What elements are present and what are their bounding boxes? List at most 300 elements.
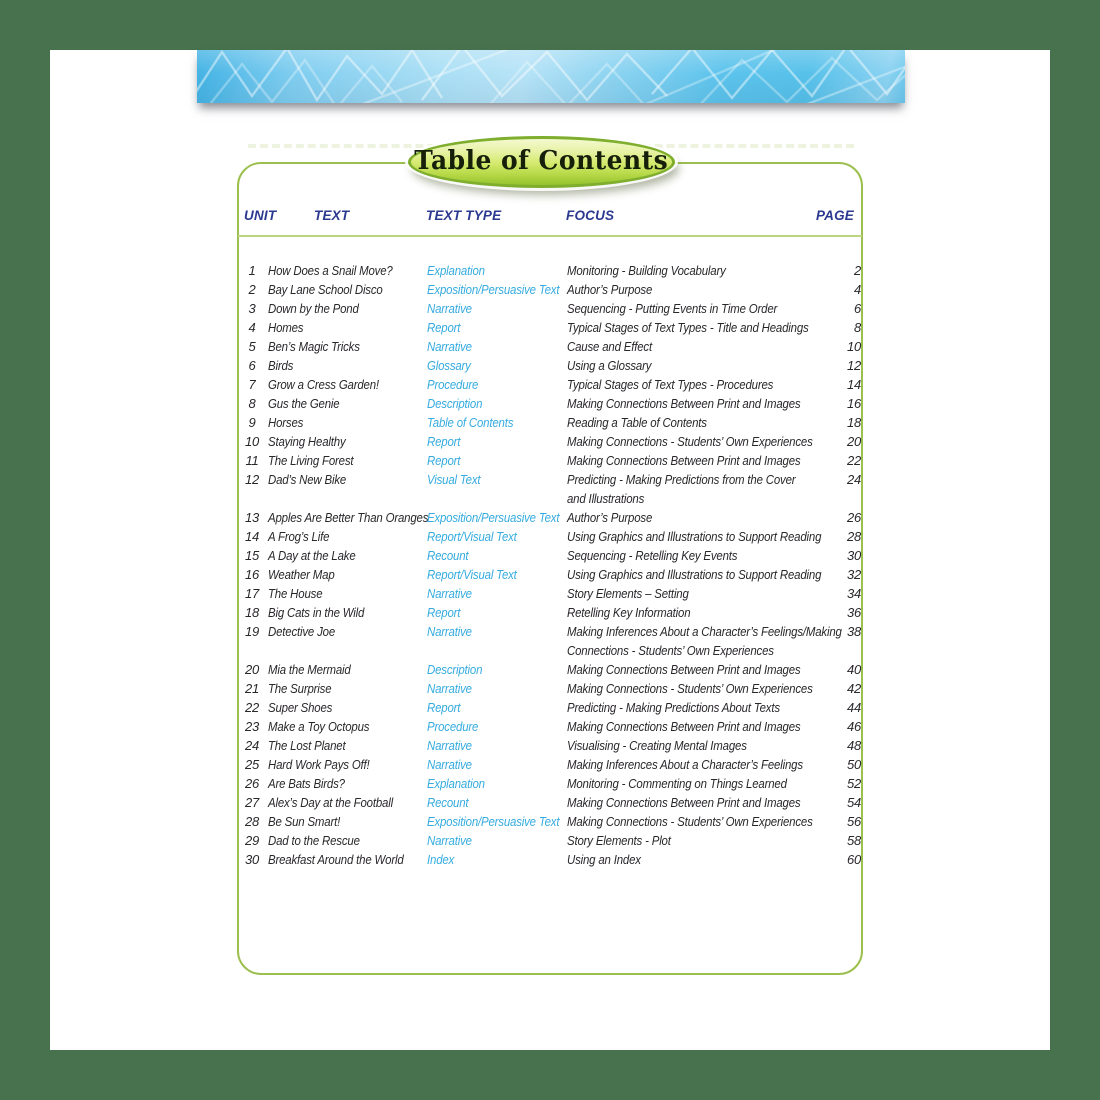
text-title-label: Down by the Pond	[268, 301, 359, 316]
unit-number: 3	[248, 301, 256, 316]
focus-line	[567, 565, 827, 584]
text-title-label: Birds	[268, 358, 294, 373]
focus-line	[567, 337, 827, 356]
table-row	[239, 394, 861, 413]
unit-number: 11	[245, 453, 259, 468]
focus-line-label: Predicting - Making Predictions from the Cover	[567, 472, 796, 487]
unit-number: 26	[244, 776, 260, 791]
page-number: 52	[846, 776, 861, 791]
unit-number: 12	[244, 472, 260, 487]
text-title	[268, 565, 427, 584]
page-number: 12	[846, 358, 861, 373]
page-number: 16	[846, 396, 861, 411]
text-title-label: Mia the Mermaid	[268, 662, 351, 677]
page-number: 20	[846, 434, 861, 449]
focus	[567, 679, 827, 698]
table-row	[239, 812, 861, 831]
focus-line-label: Connections - Students’ Own Experiences	[567, 643, 774, 658]
text-title-label: Horses	[268, 415, 304, 430]
page-number: 36	[846, 605, 861, 620]
focus-line	[567, 679, 827, 698]
toc-rows	[239, 261, 861, 869]
focus	[567, 318, 827, 337]
column-header-text: TEXT	[314, 208, 350, 223]
text-title	[268, 603, 427, 622]
table-row	[239, 603, 861, 622]
table-row	[239, 432, 861, 451]
text-type-label: Index	[427, 852, 455, 867]
focus-line-label: Reading a Table of Contents	[567, 415, 707, 430]
focus-line	[567, 394, 827, 413]
focus	[567, 451, 827, 470]
text-type-label: Recount	[427, 795, 469, 810]
focus	[567, 755, 827, 774]
table-row	[239, 679, 861, 698]
focus	[567, 850, 827, 869]
text-title	[268, 736, 427, 755]
page-number: 32	[846, 567, 861, 582]
focus-line	[567, 774, 827, 793]
page-title: Table of Contents	[414, 146, 669, 176]
table-row	[239, 318, 861, 337]
table-row	[239, 698, 861, 717]
toc-column-headers	[239, 208, 861, 230]
table-row	[239, 660, 861, 679]
focus-line	[567, 470, 827, 489]
focus-line	[567, 527, 827, 546]
unit-number: 8	[248, 396, 256, 411]
text-type	[427, 717, 567, 736]
unit-number: 21	[244, 681, 260, 696]
text-title-label: Alex’s Day at the Football	[268, 795, 393, 810]
text-title	[268, 261, 427, 280]
focus	[567, 603, 827, 622]
page-number: 58	[846, 833, 861, 848]
text-title	[268, 774, 427, 793]
text-type-label: Report/Visual Text	[427, 529, 517, 544]
focus-line	[567, 698, 827, 717]
table-of-contents-badge	[408, 136, 675, 188]
text-type-label: Report	[427, 434, 461, 449]
text-title	[268, 622, 427, 641]
unit-number: 13	[244, 510, 260, 525]
text-type-label: Exposition/Persuasive Text	[427, 814, 560, 829]
page-number: 22	[846, 453, 861, 468]
table-row	[239, 280, 861, 299]
text-type	[427, 432, 567, 451]
focus	[567, 261, 827, 280]
text-type	[427, 850, 567, 869]
table-row	[239, 299, 861, 318]
text-title-label: Ben’s Magic Tricks	[268, 339, 360, 354]
page-number: 56	[846, 814, 861, 829]
focus-line	[567, 546, 827, 565]
text-title-label: Dad’s New Bike	[268, 472, 347, 487]
focus	[567, 280, 827, 299]
text-type-label: Narrative	[427, 624, 472, 639]
unit-number: 19	[244, 624, 260, 639]
focus	[567, 356, 827, 375]
text-type	[427, 679, 567, 698]
text-type	[427, 318, 567, 337]
unit-number: 25	[244, 757, 260, 772]
text-title	[268, 394, 427, 413]
text-type-label: Narrative	[427, 757, 472, 772]
page-number: 10	[846, 339, 861, 354]
table-row	[239, 850, 861, 869]
page-number: 42	[846, 681, 861, 696]
table-row	[239, 584, 861, 603]
table-row	[239, 413, 861, 432]
text-type-label: Narrative	[427, 833, 472, 848]
focus-line-label: Using an Index	[567, 852, 641, 867]
page-number: 8	[853, 320, 861, 335]
unit-number: 9	[248, 415, 256, 430]
column-header-focus: FOCUS	[566, 208, 615, 223]
focus	[567, 793, 827, 812]
text-type-label: Description	[427, 662, 483, 677]
focus-line	[567, 280, 827, 299]
unit-number: 27	[244, 795, 260, 810]
text-type-label: Report	[427, 453, 461, 468]
text-title-label: The Surprise	[268, 681, 332, 696]
text-title	[268, 527, 427, 546]
text-title-label: The House	[268, 586, 323, 601]
table-row	[239, 261, 861, 280]
focus-line-label: Visualising - Creating Mental Images	[567, 738, 747, 753]
text-type	[427, 622, 567, 641]
focus-line-label: Making Connections Between Print and Images	[567, 795, 801, 810]
text-title-label: The Living Forest	[268, 453, 354, 468]
table-row	[239, 546, 861, 565]
text-title	[268, 413, 427, 432]
focus-line	[567, 299, 827, 318]
unit-number: 29	[244, 833, 260, 848]
text-title	[268, 793, 427, 812]
text-title	[268, 508, 427, 527]
unit-number: 23	[244, 719, 260, 734]
text-title-label: Dad to the Rescue	[268, 833, 360, 848]
table-row	[239, 565, 861, 584]
focus	[567, 432, 827, 451]
unit-number: 2	[248, 282, 256, 297]
text-type	[427, 774, 567, 793]
table-row	[239, 736, 861, 755]
page-number: 50	[846, 757, 861, 772]
text-type-label: Table of Contents	[427, 415, 514, 430]
text-type	[427, 280, 567, 299]
page-number: 6	[853, 301, 861, 316]
page-number: 40	[846, 662, 861, 677]
focus	[567, 660, 827, 679]
unit-number: 6	[248, 358, 256, 373]
focus	[567, 622, 842, 660]
focus	[567, 831, 827, 850]
focus-line-label: Story Elements - Plot	[567, 833, 671, 848]
unit-number: 17	[244, 586, 260, 601]
focus-line	[567, 508, 827, 527]
text-type-label: Description	[427, 396, 483, 411]
focus-line-label: Monitoring - Commenting on Things Learned	[567, 776, 787, 791]
text-type	[427, 660, 567, 679]
text-type-label: Glossary	[427, 358, 471, 373]
text-type	[427, 413, 567, 432]
text-title	[268, 299, 427, 318]
focus-line-label: Making Inferences About a Character’s Feelings	[567, 757, 803, 772]
text-type	[427, 698, 567, 717]
unit-number: 15	[244, 548, 260, 563]
focus-line-label: Story Elements – Setting	[567, 586, 689, 601]
text-title-label: Detective Joe	[268, 624, 336, 639]
toc-box	[237, 162, 863, 975]
text-type-label: Report	[427, 320, 461, 335]
text-type-label: Narrative	[427, 301, 472, 316]
unit-number: 7	[248, 377, 256, 392]
text-type-label: Exposition/Persuasive Text	[427, 282, 560, 297]
table-row	[239, 508, 861, 527]
text-title-label: Homes	[268, 320, 304, 335]
unit-number: 16	[244, 567, 260, 582]
focus-line-label: Making Connections Between Print and Images	[567, 396, 801, 411]
text-type	[427, 831, 567, 850]
focus	[567, 337, 827, 356]
text-title-label: Hard Work Pays Off!	[268, 757, 370, 772]
focus	[567, 375, 827, 394]
text-type-label: Narrative	[427, 681, 472, 696]
text-title	[268, 546, 427, 565]
text-title-label: How Does a Snail Move?	[268, 263, 393, 278]
focus-line	[567, 831, 827, 850]
text-title	[268, 698, 427, 717]
focus-line	[567, 736, 827, 755]
unit-number: 18	[244, 605, 260, 620]
text-title-label: Grow a Cress Garden!	[268, 377, 379, 392]
text-type-label: Report	[427, 700, 461, 715]
focus-line-label: Monitoring - Building Vocabulary	[567, 263, 726, 278]
unit-number: 22	[244, 700, 260, 715]
text-type	[427, 337, 567, 356]
focus-line-label: Typical Stages of Text Types - Title and Headings	[567, 320, 809, 335]
text-title	[268, 755, 427, 774]
text-type	[427, 812, 567, 831]
text-type	[427, 527, 567, 546]
unit-number: 1	[248, 263, 256, 278]
text-type-label: Narrative	[427, 738, 472, 753]
text-title-label: Breakfast Around the World	[268, 852, 404, 867]
table-row	[239, 337, 861, 356]
band-zigzag-pattern	[197, 50, 905, 103]
text-title-label: Apples Are Better Than Oranges	[268, 510, 429, 525]
page-number: 34	[846, 586, 861, 601]
focus	[567, 299, 827, 318]
text-type	[427, 261, 567, 280]
table-row	[239, 356, 861, 375]
focus-line	[567, 489, 827, 508]
text-type-label: Report/Visual Text	[427, 567, 517, 582]
unit-number: 28	[244, 814, 260, 829]
focus-line-label: Making Connections Between Print and Images	[567, 662, 801, 677]
focus-line-label: Making Connections - Students’ Own Experiences	[567, 814, 813, 829]
focus-line-label: Making Connections Between Print and Images	[567, 453, 801, 468]
table-row	[239, 717, 861, 736]
focus	[567, 413, 827, 432]
text-title-label: Be Sun Smart!	[268, 814, 341, 829]
text-type-label: Narrative	[427, 586, 472, 601]
table-row	[239, 755, 861, 774]
focus-line	[567, 717, 827, 736]
text-type	[427, 755, 567, 774]
focus-line	[567, 432, 827, 451]
text-type-label: Visual Text	[427, 472, 481, 487]
page-number: 4	[853, 282, 861, 297]
focus-line	[567, 584, 827, 603]
text-title	[268, 375, 427, 394]
text-title	[268, 584, 427, 603]
focus	[567, 508, 827, 527]
focus-line-label: Making Connections - Students’ Own Experiences	[567, 681, 813, 696]
page-number: 46	[846, 719, 861, 734]
page-number: 28	[846, 529, 861, 544]
table-row	[239, 375, 861, 394]
column-header-page: PAGE	[815, 208, 854, 223]
focus-line-label: Sequencing - Putting Events in Time Order	[567, 301, 778, 316]
column-header-unit: UNIT	[244, 208, 277, 223]
focus-line-label: and Illustrations	[567, 491, 645, 506]
table-row	[239, 527, 861, 546]
focus	[567, 717, 827, 736]
focus-line	[567, 755, 827, 774]
header-band	[197, 50, 905, 103]
focus-line-label: Typical Stages of Text Types - Procedures	[567, 377, 774, 392]
focus-line	[567, 850, 827, 869]
text-title	[268, 850, 427, 869]
text-type	[427, 356, 567, 375]
focus	[567, 527, 827, 546]
text-type-label: Procedure	[427, 377, 479, 392]
text-type-label: Narrative	[427, 339, 472, 354]
text-title	[268, 831, 427, 850]
text-title-label: Are Bats Birds?	[268, 776, 345, 791]
table-row	[239, 774, 861, 793]
focus	[567, 470, 827, 508]
focus	[567, 812, 827, 831]
text-title	[268, 432, 427, 451]
text-title	[268, 679, 427, 698]
text-title	[268, 812, 427, 831]
text-type-label: Report	[427, 605, 461, 620]
text-type	[427, 584, 567, 603]
text-title-label: The Lost Planet	[268, 738, 346, 753]
text-type-label: Recount	[427, 548, 469, 563]
focus-line-label: Making Connections - Students’ Own Experiences	[567, 434, 813, 449]
text-type	[427, 736, 567, 755]
unit-number: 5	[248, 339, 256, 354]
focus-line-label: Using Graphics and Illustrations to Support Reading	[567, 567, 822, 582]
table-row	[239, 831, 861, 850]
text-title-label: Make a Toy Octopus	[268, 719, 370, 734]
text-title-label: Weather Map	[268, 567, 335, 582]
page-number: 18	[846, 415, 861, 430]
unit-number: 10	[244, 434, 260, 449]
page-number: 14	[846, 377, 861, 392]
focus-line	[567, 356, 827, 375]
focus-line-label: Author’s Purpose	[567, 282, 653, 297]
text-type-label: Exposition/Persuasive Text	[427, 510, 560, 525]
table-row	[239, 793, 861, 812]
focus-line	[567, 812, 827, 831]
page	[50, 50, 1050, 1050]
header-divider	[238, 235, 862, 237]
text-title	[268, 451, 427, 470]
text-type-label: Procedure	[427, 719, 479, 734]
text-type	[427, 470, 567, 489]
focus-line-label: Predicting - Making Predictions About Texts	[567, 700, 780, 715]
text-title	[268, 470, 427, 489]
text-type	[427, 793, 567, 812]
focus-line	[567, 375, 827, 394]
text-title	[268, 337, 427, 356]
focus	[567, 565, 827, 584]
page-number: 24	[846, 472, 861, 487]
text-title-label: Super Shoes	[268, 700, 333, 715]
text-type	[427, 546, 567, 565]
text-title-label: Bay Lane School Disco	[268, 282, 383, 297]
unit-number: 24	[244, 738, 260, 753]
unit-number: 20	[244, 662, 260, 677]
text-title	[268, 717, 427, 736]
text-title-label: Gus the Genie	[268, 396, 340, 411]
text-title-label: Big Cats in the Wild	[268, 605, 365, 620]
text-type-label: Explanation	[427, 263, 485, 278]
page-number: 2	[853, 263, 861, 278]
focus-line-label: Sequencing - Retelling Key Events	[567, 548, 738, 563]
page-number: 26	[846, 510, 861, 525]
text-type	[427, 565, 567, 584]
unit-number: 4	[248, 320, 256, 335]
text-title	[268, 280, 427, 299]
focus	[567, 698, 827, 717]
focus	[567, 774, 827, 793]
text-type-label: Explanation	[427, 776, 485, 791]
text-type	[427, 299, 567, 318]
focus-line-label: Cause and Effect	[567, 339, 652, 354]
focus-line	[567, 603, 827, 622]
focus-line-label: Using a Glossary	[567, 358, 652, 373]
focus	[567, 546, 827, 565]
text-type	[427, 451, 567, 470]
focus-line-label: Making Connections Between Print and Images	[567, 719, 801, 734]
page-number: 38	[846, 624, 861, 639]
focus-line	[567, 793, 827, 812]
page-number: 30	[846, 548, 861, 563]
page-number: 48	[846, 738, 861, 753]
text-title	[268, 318, 427, 337]
page-number: 60	[846, 852, 861, 867]
text-title	[268, 356, 427, 375]
focus-line	[567, 451, 827, 470]
focus	[567, 394, 827, 413]
table-row	[239, 451, 861, 470]
focus-line	[567, 622, 842, 641]
focus-line	[567, 660, 827, 679]
text-title-label: A Frog’s Life	[268, 529, 330, 544]
text-title-label: A Day at the Lake	[268, 548, 356, 563]
focus-line	[567, 318, 827, 337]
text-type	[427, 394, 567, 413]
focus-line	[567, 413, 827, 432]
unit-number: 30	[244, 852, 260, 867]
focus-line-label: Using Graphics and Illustrations to Support Reading	[567, 529, 822, 544]
